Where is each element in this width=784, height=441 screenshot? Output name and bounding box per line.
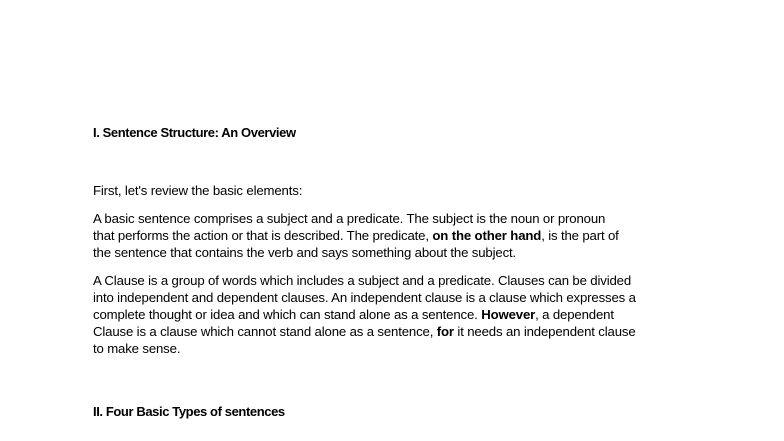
basic-line-2-text-a: that performs the action or that is described. The predicate, xyxy=(93,228,433,243)
clause-line-5: to make sense. xyxy=(93,341,181,356)
basic-sentence-paragraph xyxy=(93,210,713,261)
clause-paragraph xyxy=(93,272,713,357)
clause-line-4-text-c: it needs an independent clause xyxy=(453,324,636,339)
basic-line-2 xyxy=(93,227,713,244)
clause-line-3-text-c: , a dependent xyxy=(535,307,614,322)
intro-text: First, let's review the basic elements: xyxy=(93,183,303,198)
section-heading-sentence-structure: I. Sentence Structure: An Overview xyxy=(93,125,296,140)
emphasis-for: for xyxy=(436,324,454,339)
clause-line-3 xyxy=(93,306,713,323)
clause-line-1: A Clause is a group of words which includes a subject and a predicate. Clauses can be divided xyxy=(93,273,632,288)
section-heading-four-types: II. Four Basic Types of sentences xyxy=(93,404,285,419)
clause-line-3-text-a: complete thought or idea and which can stand alone as a sentence. xyxy=(93,307,482,322)
basic-line-2-text-c: , is the part of xyxy=(541,228,619,243)
basic-line-1: A basic sentence comprises a subject and a predicate. The subject is the noun or pronoun xyxy=(93,211,606,226)
emphasis-however: However xyxy=(481,307,536,322)
basic-line-3: the sentence that contains the verb and says something about the subject. xyxy=(93,245,517,260)
clause-line-4 xyxy=(93,323,713,340)
clause-line-4-text-a: Clause is a clause which cannot stand alone as a sentence, xyxy=(93,324,437,339)
clause-line-2: into independent and dependent clauses. An independent clause is a clause which expresses a xyxy=(93,290,636,305)
emphasis-on-the-other-hand: on the other hand xyxy=(432,228,542,243)
intro-paragraph xyxy=(93,182,713,199)
